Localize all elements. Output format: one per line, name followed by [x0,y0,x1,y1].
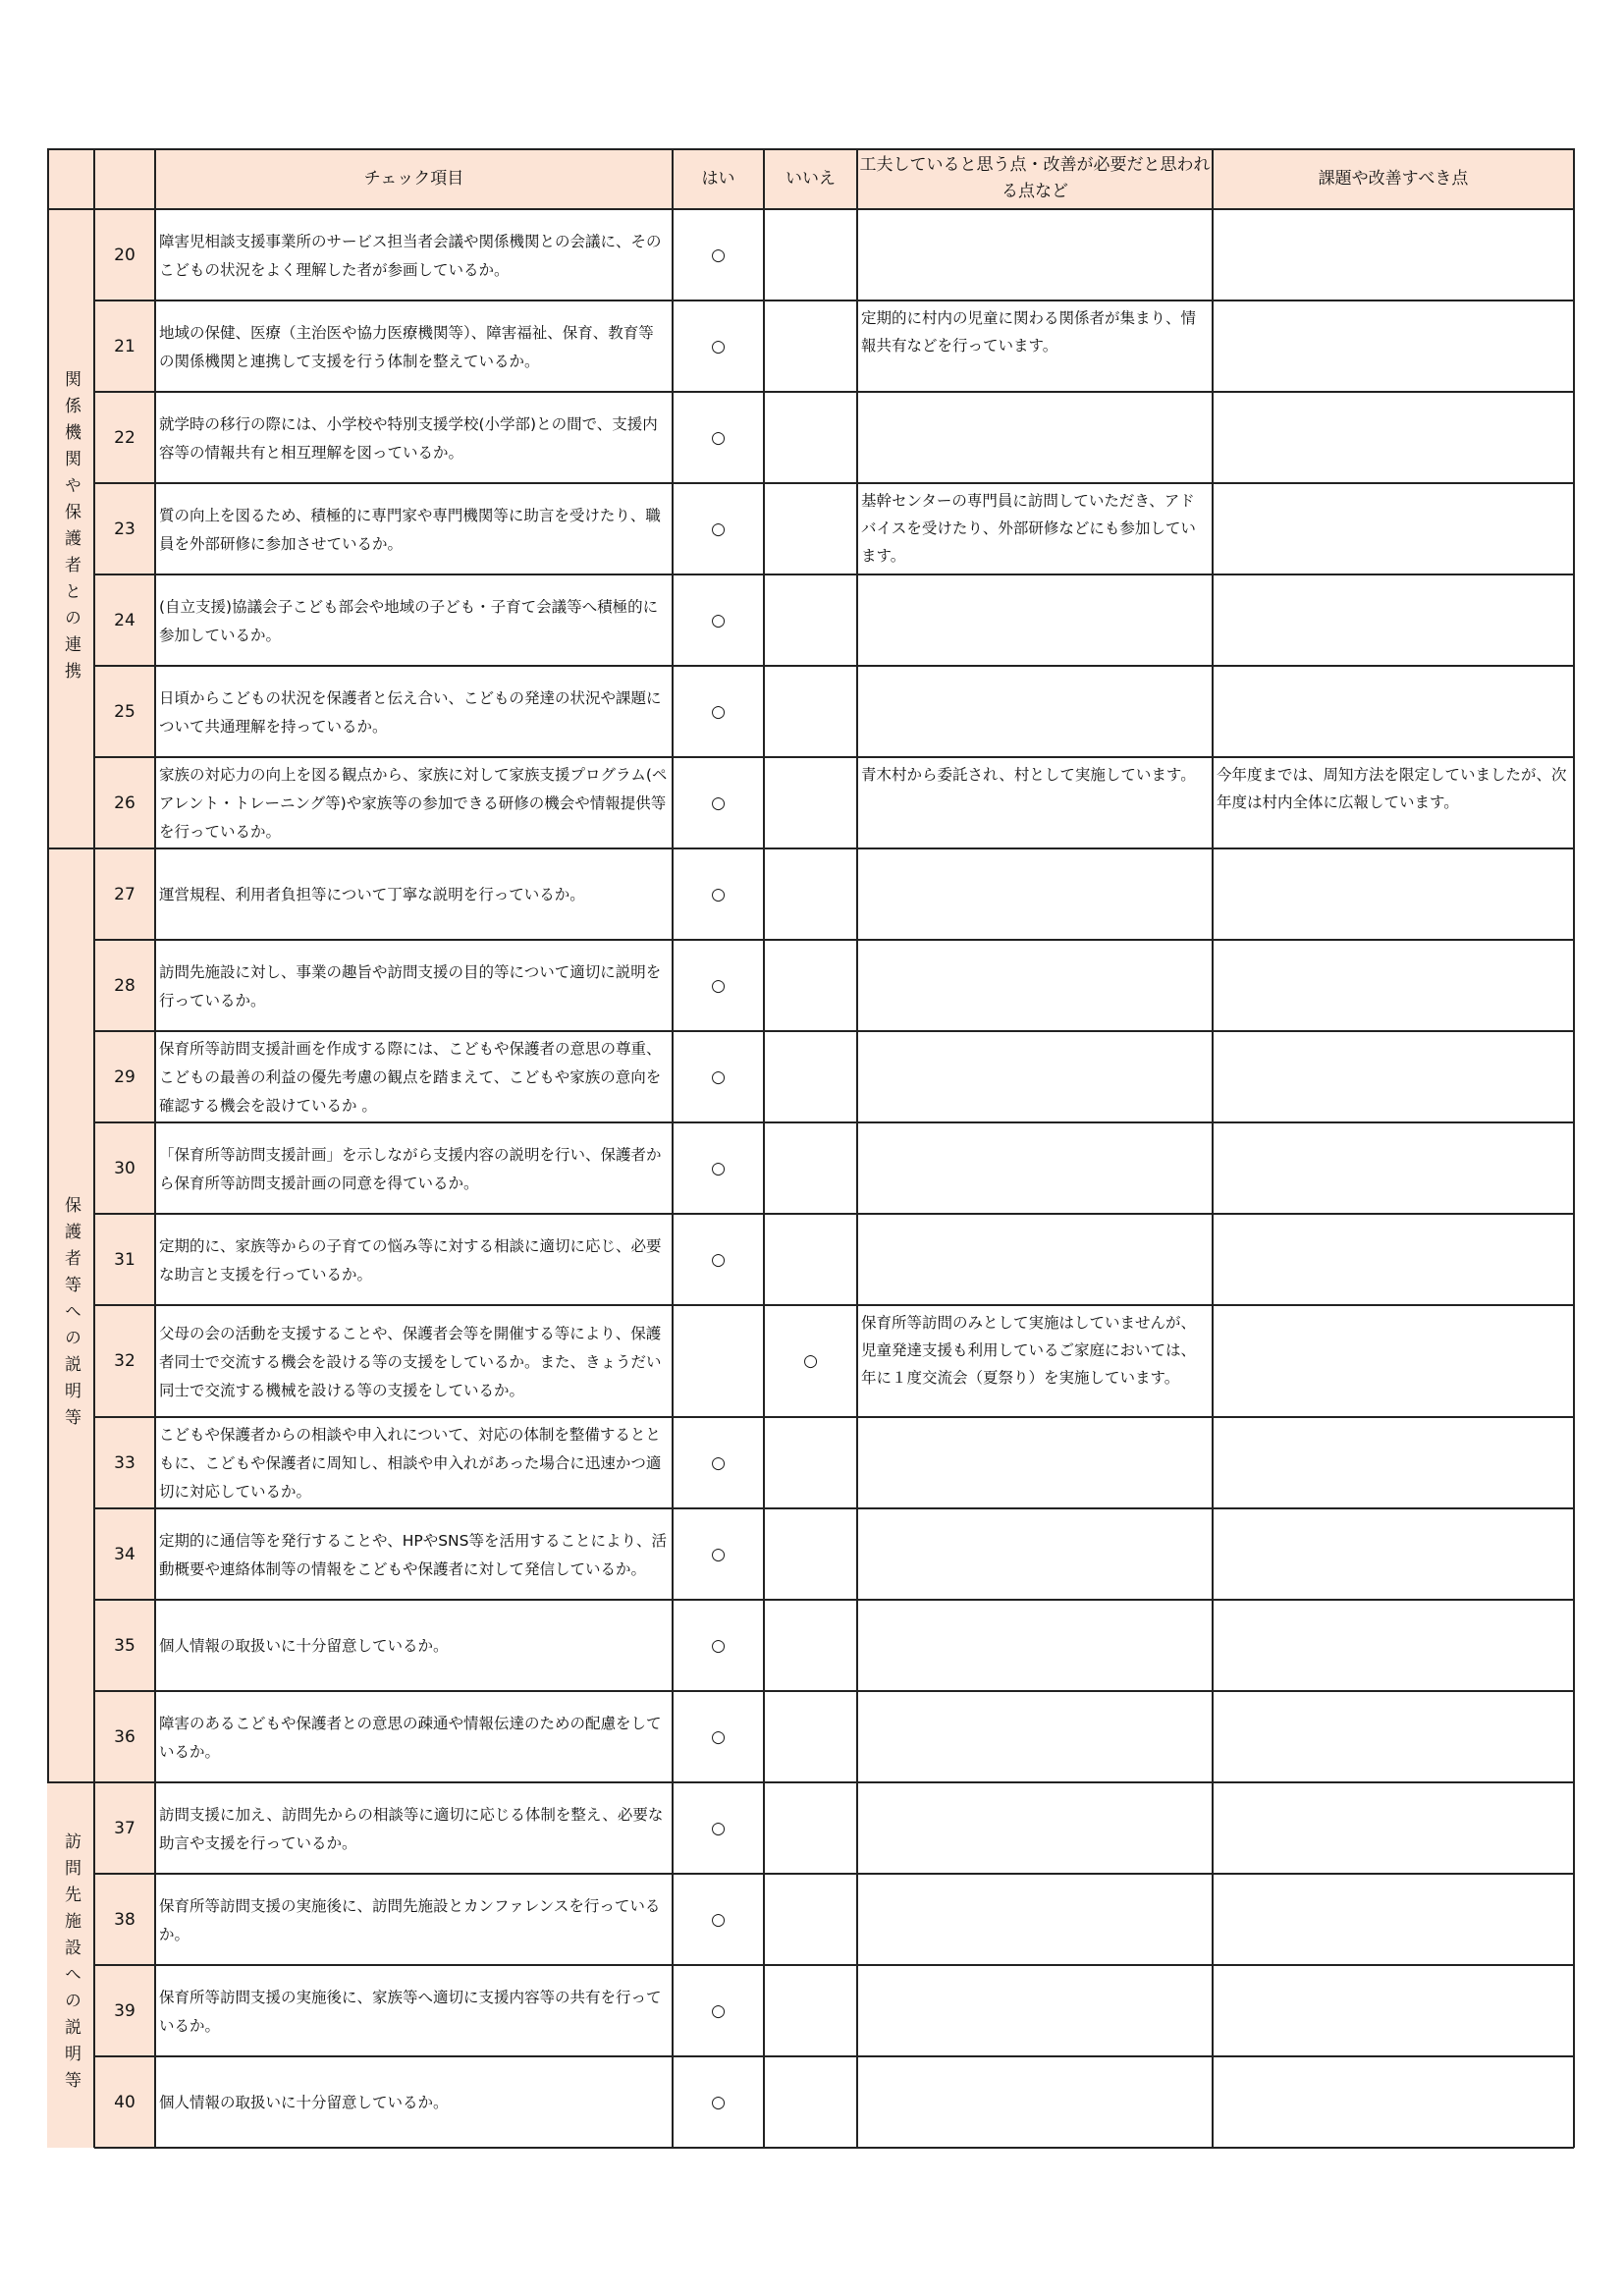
row-number-text: 24 [114,610,135,630]
yes-mark: ○ [711,975,726,996]
category-text: 訪問先施設への説明等 [61,1832,81,2098]
no-cell[interactable] [764,848,857,940]
yes-cell[interactable] [673,757,764,848]
issue-note[interactable] [1213,1305,1574,1417]
yes-mark: ○ [711,1158,726,1178]
effort-note[interactable] [857,483,1213,574]
row-number-text: 37 [114,1818,135,1838]
row-number [94,1965,155,2056]
category-text: 関係機関や保護者との連携 [61,369,81,688]
grid-line [1573,148,1575,2148]
row-number [94,1782,155,1874]
header-yes [673,148,764,209]
issue-note[interactable] [1213,574,1574,666]
effort-note-text: 保育所等訪問のみとして実施はしていませんが、児童発達支援も利用しているご家庭においては、年に１度交流会（夏祭り）を実施しています。 [861,1314,1197,1387]
check-item-label: 質の向上を図るため、積極的に専門家や専門機関等に助言を受けたり、職員を外部研修に参加させているか。 [159,506,661,553]
grid-line [154,148,156,2148]
effort-note-text: 定期的に村内の児童に関わる関係者が集まり、情報共有などを行っています。 [861,309,1197,355]
yes-cell[interactable] [673,1782,764,1874]
no-cell[interactable] [764,483,857,574]
issue-note[interactable] [1213,1874,1574,1965]
effort-note[interactable] [857,2056,1213,2148]
grid-line [94,756,1574,758]
row-number [94,666,155,757]
check-item-text [155,1031,673,1122]
yes-cell[interactable] [673,1122,764,1214]
issue-note[interactable] [1213,1031,1574,1122]
no-cell[interactable] [764,574,857,666]
yes-mark: ○ [711,1818,726,1838]
check-item-text [155,483,673,574]
no-cell[interactable] [764,1508,857,1600]
row-number-text: 28 [114,975,135,996]
effort-note[interactable] [857,301,1213,392]
yes-mark: ○ [711,1726,726,1747]
no-cell[interactable] [764,1305,857,1417]
effort-note[interactable] [857,1031,1213,1122]
check-item-text [155,1782,673,1874]
row-number-text: 26 [114,793,135,813]
row-number-text: 33 [114,1452,135,1473]
yes-cell[interactable] [673,1508,764,1600]
check-item-text [155,1214,673,1305]
issue-note[interactable] [1213,1122,1574,1214]
grid-line [94,391,1574,393]
row-number-text: 34 [114,1544,135,1564]
check-item-label: 父母の会の活動を支援することや、保護者会等を開催する等により、保護者同士で交流する機会を設ける等の支援をしているか。また、きょうだい同士で交流する機械を設ける等の支援をしているか。 [159,1324,662,1399]
row-number-text: 27 [114,884,135,904]
effort-note[interactable] [857,1600,1213,1691]
check-item-label: こどもや保護者からの相談や申入れについて、対応の体制を整備するとともに、こどもや保護者に周知し、相談や申入れがあった場合に迅速かつ適切に対応しているか。 [159,1426,662,1501]
row-number [94,209,155,301]
row-number-text: 31 [114,1249,135,1270]
yes-cell[interactable] [673,1600,764,1691]
yes-cell[interactable] [673,483,764,574]
effort-note[interactable] [857,1214,1213,1305]
issue-note[interactable] [1213,301,1574,392]
no-cell[interactable] [764,2056,857,2148]
grid-line [94,939,1574,941]
grid-line [94,1690,1574,1692]
yes-cell[interactable] [673,1417,764,1508]
check-item-text [155,574,673,666]
check-item-label: 訪問支援に加え、訪問先からの相談等に適切に応じる体制を整え、必要な助言や支援を行っているか。 [159,1805,664,1852]
yes-mark: ○ [711,610,726,630]
grid-line [94,1030,1574,1032]
yes-mark: ○ [711,1452,726,1473]
grid-line [94,574,1574,575]
yes-mark: ○ [711,1635,726,1656]
check-item-text [155,940,673,1031]
header-issues [1213,148,1574,209]
row-number [94,574,155,666]
check-table [47,148,1574,2143]
row-number [94,1305,155,1417]
issue-note[interactable] [1213,1417,1574,1508]
row-number-text: 25 [114,701,135,722]
check-item-label: 保育所等訪問支援の実施後に、訪問先施設とカンファレンスを行っているか。 [159,1896,661,1943]
row-number-text: 22 [114,427,135,448]
row-number [94,1031,155,1122]
check-item-label: 障害児相談支援事業所のサービス担当者会議や関係機関との会議に、そのこどもの状況をよく理解した者が参画しているか。 [159,232,662,279]
effort-note-text: 青木村から委託され、村として実施しています。 [861,766,1196,784]
check-item-text [155,1417,673,1508]
check-item-label: 障害のあるこどもや保護者との意思の疎通や情報伝達のための配慮をしているか。 [159,1714,662,1761]
check-item-label: 「保育所等訪問支援計画」を示しながら支援内容の説明を行い、保護者から保育所等訪問支援計画の同意を得ているか。 [159,1145,662,1192]
category-label [47,1782,94,2148]
row-number-text: 21 [114,336,135,356]
check-item-text [155,1874,673,1965]
yes-cell[interactable] [673,1214,764,1305]
header-number [94,148,155,209]
row-number [94,2056,155,2148]
check-item-text [155,848,673,940]
issue-note[interactable] [1213,2056,1574,2148]
check-item-label: 保育所等訪問支援計画を作成する際には、こどもや保護者の意思の尊重、こどもの最善の利益の優先考慮の観点を踏まえて、こどもや家族の意向を確認する機会を設けているか 。 [159,1040,662,1115]
row-number [94,483,155,574]
check-item-text [155,666,673,757]
check-item-label: 個人情報の取扱いに十分留意しているか。 [159,1637,449,1655]
check-item-text [155,1965,673,2056]
no-cell[interactable] [764,1600,857,1691]
yes-mark: ○ [711,519,726,539]
effort-note[interactable] [857,574,1213,666]
check-item-text [155,1600,673,1691]
issue-note[interactable] [1213,848,1574,940]
yes-mark: ○ [711,2092,726,2112]
row-number-text: 29 [114,1066,135,1087]
yes-cell[interactable] [673,940,764,1031]
yes-cell[interactable] [673,1874,764,1965]
header-effort [857,148,1213,209]
header-issues-label: 課題や改善すべき点 [1318,168,1469,189]
check-item-label: 就学時の移行の際には、小学校や特別支援学校(小学部)との間で、支援内容等の情報共有と相互理解を図っているか。 [159,414,658,462]
check-item-text [155,392,673,483]
yes-cell[interactable] [673,848,764,940]
effort-note[interactable] [857,1122,1213,1214]
row-number [94,757,155,848]
effort-note[interactable] [857,1874,1213,1965]
effort-note[interactable] [857,392,1213,483]
issue-note[interactable] [1213,940,1574,1031]
row-number [94,1122,155,1214]
grid-line [763,148,765,2148]
grid-line [94,2147,1574,2149]
yes-cell[interactable] [673,1305,764,1417]
grid-line [47,148,1574,150]
grid-line [94,1121,1574,1123]
check-item-label: 定期的に通信等を発行することや、HPやSNS等を活用することにより、活動概要や連絡体制等の情報をこどもや保護者に対して発信しているか。 [159,1531,667,1578]
grid-line [1212,148,1214,2148]
effort-note[interactable] [857,1691,1213,1782]
no-cell[interactable] [764,940,857,1031]
effort-note[interactable] [857,757,1213,848]
row-number [94,392,155,483]
issue-note[interactable] [1213,1691,1574,1782]
grid-line [94,1964,1574,1966]
no-cell[interactable] [764,209,857,301]
issue-note[interactable] [1213,1508,1574,1600]
header-yes-label: はい [701,168,735,189]
check-item-label: 運営規程、利用者負担等について丁寧な説明を行っているか。 [159,886,585,903]
check-item-label: (自立支援)協議会子こども部会や地域の子ども・子育て会議等へ積極的に参加しているか。 [159,597,659,644]
grid-line [47,208,1574,210]
no-cell[interactable] [764,1031,857,1122]
row-number [94,1600,155,1691]
no-cell[interactable] [764,301,857,392]
yes-cell[interactable] [673,209,764,301]
effort-note[interactable] [857,848,1213,940]
issue-note[interactable] [1213,1600,1574,1691]
header-check-item-label: チェック項目 [363,168,464,189]
no-cell[interactable] [764,1965,857,2056]
check-item-label: 定期的に、家族等からの子育ての悩み等に対する相談に適切に応じ、必要な助言と支援を行っているか。 [159,1236,662,1284]
row-number-text: 38 [114,1909,135,1930]
issue-note[interactable] [1213,1965,1574,2056]
check-item-label: 日頃からこどもの状況を保護者と伝え合い、こどもの発達の状況や課題について共通理解を持っているか。 [159,688,662,736]
row-number [94,848,155,940]
grid-line [47,847,1574,849]
row-number-text: 36 [114,1726,135,1747]
category-text: 保護者等への説明等 [61,1196,81,1435]
issue-note[interactable] [1213,1782,1574,1874]
check-item-text [155,1691,673,1782]
yes-cell[interactable] [673,392,764,483]
check-item-label: 個人情報の取扱いに十分留意しているか。 [159,2094,449,2111]
yes-cell[interactable] [673,1965,764,2056]
no-cell[interactable] [764,1417,857,1508]
grid-line [856,148,858,2148]
yes-mark: ○ [711,701,726,722]
yes-cell[interactable] [673,1031,764,1122]
grid-line [94,2055,1574,2057]
issue-note-text: 今年度までは、周知方法を限定していましたが、次年度は村内全体に広報しています。 [1217,766,1567,811]
yes-cell[interactable] [673,2056,764,2148]
yes-mark: ○ [711,1249,726,1270]
check-item-text [155,1122,673,1214]
grid-line [94,1213,1574,1215]
header-no-label: いいえ [785,168,836,189]
yes-mark: ○ [711,793,726,813]
grid-line [94,665,1574,667]
check-item-label: 保育所等訪問支援の実施後に、家族等へ適切に支援内容等の共有を行っているか。 [159,1988,662,2035]
yes-cell[interactable] [673,574,764,666]
check-item-label: 地域の保健、医療（主治医や協力医療機関等）、障害福祉、保育、教育等の関係機関と連携して支援を行う体制を整えているか。 [159,323,654,370]
check-item-label: 家族の対応力の向上を図る観点から、家族に対して家族支援プログラム(ペアレント・トレーニング等)や家族等の参加できる研修の機会や情報提供等を行っているか。 [159,766,668,841]
no-cell[interactable] [764,757,857,848]
check-item-text [155,301,673,392]
yes-mark: ○ [711,1544,726,1564]
no-cell[interactable] [764,1691,857,1782]
row-number-text: 23 [114,519,135,539]
no-cell[interactable] [764,666,857,757]
header-effort-label: 工夫していると思う点・改善が必要だと思われる点など [859,155,1211,201]
grid-line [672,148,674,2148]
yes-mark: ○ [711,2000,726,2021]
header-category [47,148,94,209]
effort-note[interactable] [857,940,1213,1031]
issue-note[interactable] [1213,757,1574,848]
row-number [94,301,155,392]
grid-line [93,148,95,2148]
effort-note[interactable] [857,1508,1213,1600]
no-cell[interactable] [764,1874,857,1965]
grid-line [94,1599,1574,1601]
issue-note[interactable] [1213,392,1574,483]
no-mark: ○ [803,1351,818,1371]
effort-note[interactable] [857,1305,1213,1417]
row-number-text: 30 [114,1158,135,1178]
grid-line [94,1873,1574,1875]
no-cell[interactable] [764,1782,857,1874]
grid-line [47,148,49,1782]
row-number [94,1508,155,1600]
check-item-text [155,1305,673,1417]
yes-cell[interactable] [673,1691,764,1782]
category-label [47,848,94,1782]
issue-note[interactable] [1213,483,1574,574]
check-item-text [155,2056,673,2148]
issue-note[interactable] [1213,666,1574,757]
row-number-text: 20 [114,245,135,265]
grid-line [94,1304,1574,1306]
effort-note[interactable] [857,666,1213,757]
effort-note[interactable] [857,1965,1213,2056]
row-number [94,1874,155,1965]
row-number-text: 32 [114,1351,135,1371]
check-item-label: 訪問先施設に対し、事業の趣旨や訪問支援の目的等について適切に説明を行っているか。 [159,962,662,1010]
yes-mark: ○ [711,1909,726,1930]
yes-mark: ○ [711,427,726,448]
check-item-text [155,209,673,301]
header-no [764,148,857,209]
category-label [47,209,94,848]
row-number-text: 40 [114,2092,135,2112]
issue-note[interactable] [1213,1214,1574,1305]
effort-note[interactable] [857,209,1213,301]
row-number [94,1417,155,1508]
effort-note-text: 基幹センターの専門員に訪問していただき、アドバイスを受けたり、外部研修などにも参加しています。 [861,492,1196,565]
grid-line [47,1781,1574,1783]
row-number-text: 39 [114,2000,135,2021]
row-number [94,1214,155,1305]
header-check-item [155,148,673,209]
row-number-text: 35 [114,1635,135,1656]
check-item-text [155,757,673,848]
grid-line [94,1507,1574,1509]
check-item-text [155,1508,673,1600]
no-cell[interactable] [764,392,857,483]
yes-cell[interactable] [673,301,764,392]
effort-note[interactable] [857,1782,1213,1874]
yes-mark: ○ [711,245,726,265]
issue-note[interactable] [1213,209,1574,301]
yes-cell[interactable] [673,666,764,757]
yes-mark: ○ [711,336,726,356]
no-cell[interactable] [764,1122,857,1214]
grid-line [94,300,1574,301]
row-number [94,1691,155,1782]
yes-mark: ○ [711,884,726,904]
grid-line [94,1416,1574,1418]
effort-note[interactable] [857,1417,1213,1508]
row-number [94,940,155,1031]
no-cell[interactable] [764,1214,857,1305]
grid-line [94,482,1574,484]
yes-mark: ○ [711,1066,726,1087]
